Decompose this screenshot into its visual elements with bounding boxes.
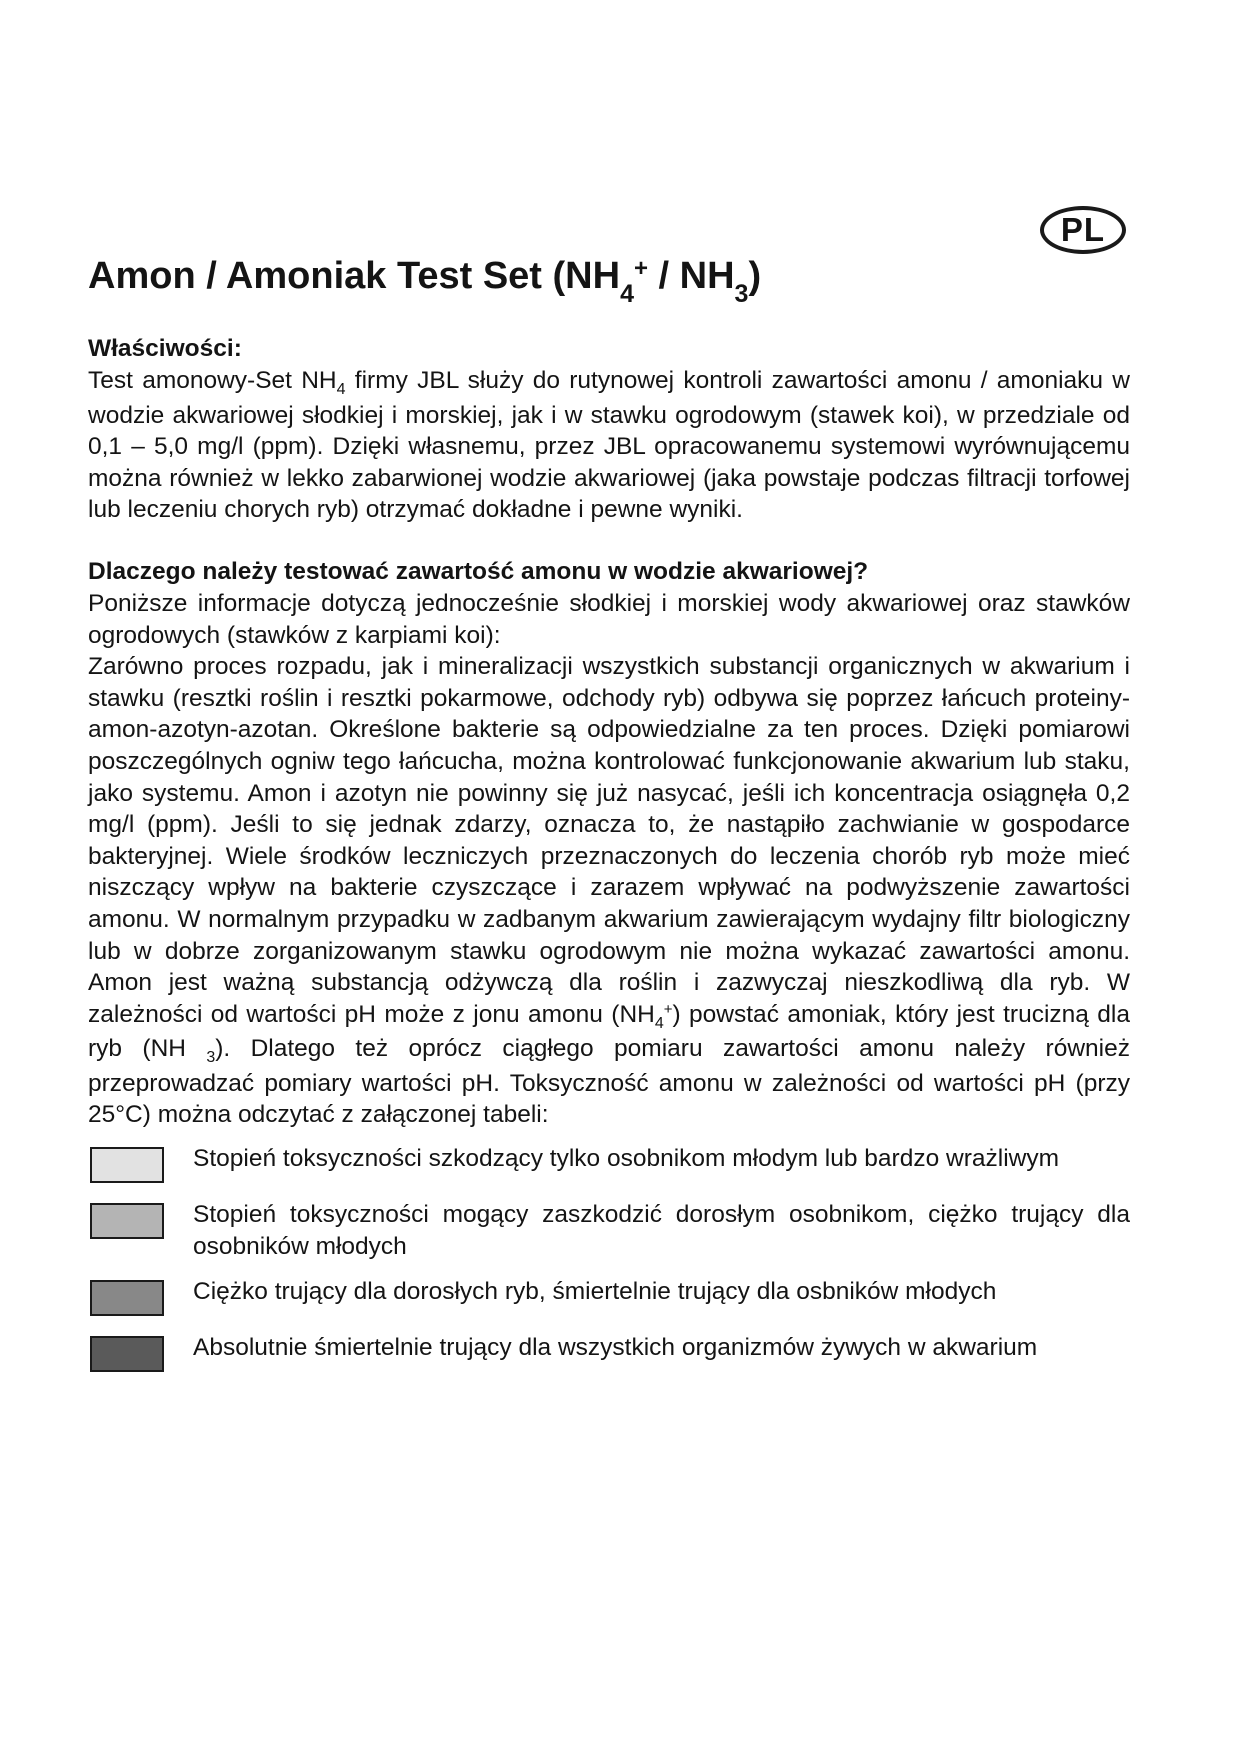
section-gap — [88, 526, 1130, 556]
why-test-body — [88, 651, 1130, 1131]
legend-swatch-dark — [90, 1336, 164, 1372]
legend-text: Stopień toksyczności szkodzący tylko osobnikom młodym lub bardzo wrażliwym — [193, 1145, 1059, 1173]
why-test-body-part3: ). Dlatego też oprócz ciągłego pomiaru zawartości amonu należy również przeprowadzać pomiary wartości pH. Toksyczność amonu w zależności od wartości pH (przy 25°C) można odczytać z załączonej tabeli: — [88, 1035, 1130, 1129]
title-main: Amon / Amoniak Test Set (NH — [88, 255, 621, 297]
legend-text: Stopień toksyczności mogący zaszkodzić dorosłym osobnikom, ciężko trujący dla osobników młodych — [193, 1201, 1130, 1260]
toxicity-legend — [88, 1143, 1130, 1374]
why-test-body-part1: Zarówno proces rozpadu, jak i mineralizacji wszystkich substancji organicznych w akwarium i stawku (resztki roślin i resztki pokarmowe, odchody ryb) odbywa się poprzez łańcuch proteiny-amon-azotyn-azotan. Określone bakterie są odpowiedzialne za ten proces. Dzięki pomiarowi poszczególnych ogniw tego łańcucha, można kontrolować funkcjonowanie akwarium lub staku, jako systemu. Amon i azotyn nie powinny się już nasycać, jeśli ich koncentracja osiągnęła 0,2 mg/l (ppm). Jeśli to się jednak zdarzy, oznacza to, że nastąpiło zachwianie w gospodarce bakteryjnej. Wiele środków leczniczych przeznaczonych do leczenia chorób ryb może mieć niszczący wpływ na bakterie czyszczące i zarazem wpływać na podwyższenie zawartości amonu. W normalnym przypadku w zadbanym akwarium zawierającym wydajny filtr biologiczny lub w dobrze zorganizowanym stawku ogrodowym nie można wykazać zawartości amonu. Amon jest ważną substancją odżywczą dla roślin i zazwyczaj nieszkodliwą dla ryb. W zależności od wartości pH może z jonu amonu (NH — [88, 653, 1130, 1028]
why-test-body-part2: ) powstać amoniak, który jest trucizną dla ryb (NH — [88, 1000, 1130, 1063]
properties-text-part2: firmy JBL służy do rutynowej kontroli zawartości amonu / amoniaku w wodzie akwariowej słodkiej i morskiej, jak i w stawku ogrodowym (stawek koi), w przedziale od 0,1 – 5,0 mg/l (ppm). Dzięki własnemu, przez JBL opracowanemu systemowi wyrównującemu można również w lekko zabarwionej wodzie akwariowej (jaka powstaje podczas filtracji torfowej lub leczeniu chorych ryb) otrzymać dokładne i pewne wyniki. — [88, 367, 1130, 524]
legend-swatch-medium-light — [90, 1203, 164, 1239]
legend-swatch-medium-dark — [90, 1280, 164, 1316]
body-subscript-3: 3 — [206, 1049, 216, 1067]
title-subscript-4: 4 — [620, 280, 634, 308]
title-superscript-plus: + — [633, 255, 648, 282]
body-subscript-4: 4 — [654, 1014, 664, 1032]
legend-text: Ciężko trujący dla dorosłych ryb, śmiertelnie trujący dla osbników młodych — [193, 1278, 997, 1306]
why-test-heading: Dlaczego należy testować zawartość amonu w wodzie akwariowej? — [88, 557, 869, 585]
legend-text: Absolutnie śmiertelnie trujący dla wszystkich organizmów żywych w akwarium — [193, 1334, 1038, 1362]
legend-item — [88, 1332, 1130, 1374]
properties-paragraph — [88, 365, 1130, 526]
legend-item — [88, 1143, 1130, 1185]
language-badge: PL — [1040, 206, 1126, 254]
properties-subscript-4: 4 — [336, 381, 346, 398]
legend-item — [88, 1199, 1130, 1262]
title-end: ) — [748, 255, 762, 297]
page-title — [88, 251, 761, 306]
document-content — [88, 333, 1130, 1388]
properties-text-part1: Test amonowy-Set NH — [88, 367, 337, 394]
why-test-intro: Poniższe informacje dotyczą jednocześnie słodkiej i morskiej wody akwariowej oraz stawków ogrodowych (stawków z karpiami koi): — [88, 589, 1130, 649]
title-subscript-3: 3 — [734, 280, 749, 308]
legend-item — [88, 1276, 1130, 1318]
legend-swatch-light — [90, 1147, 164, 1183]
properties-heading: Właściwości: — [88, 335, 242, 362]
title-mid: / NH — [647, 255, 735, 297]
body-superscript-plus: + — [663, 1000, 673, 1018]
